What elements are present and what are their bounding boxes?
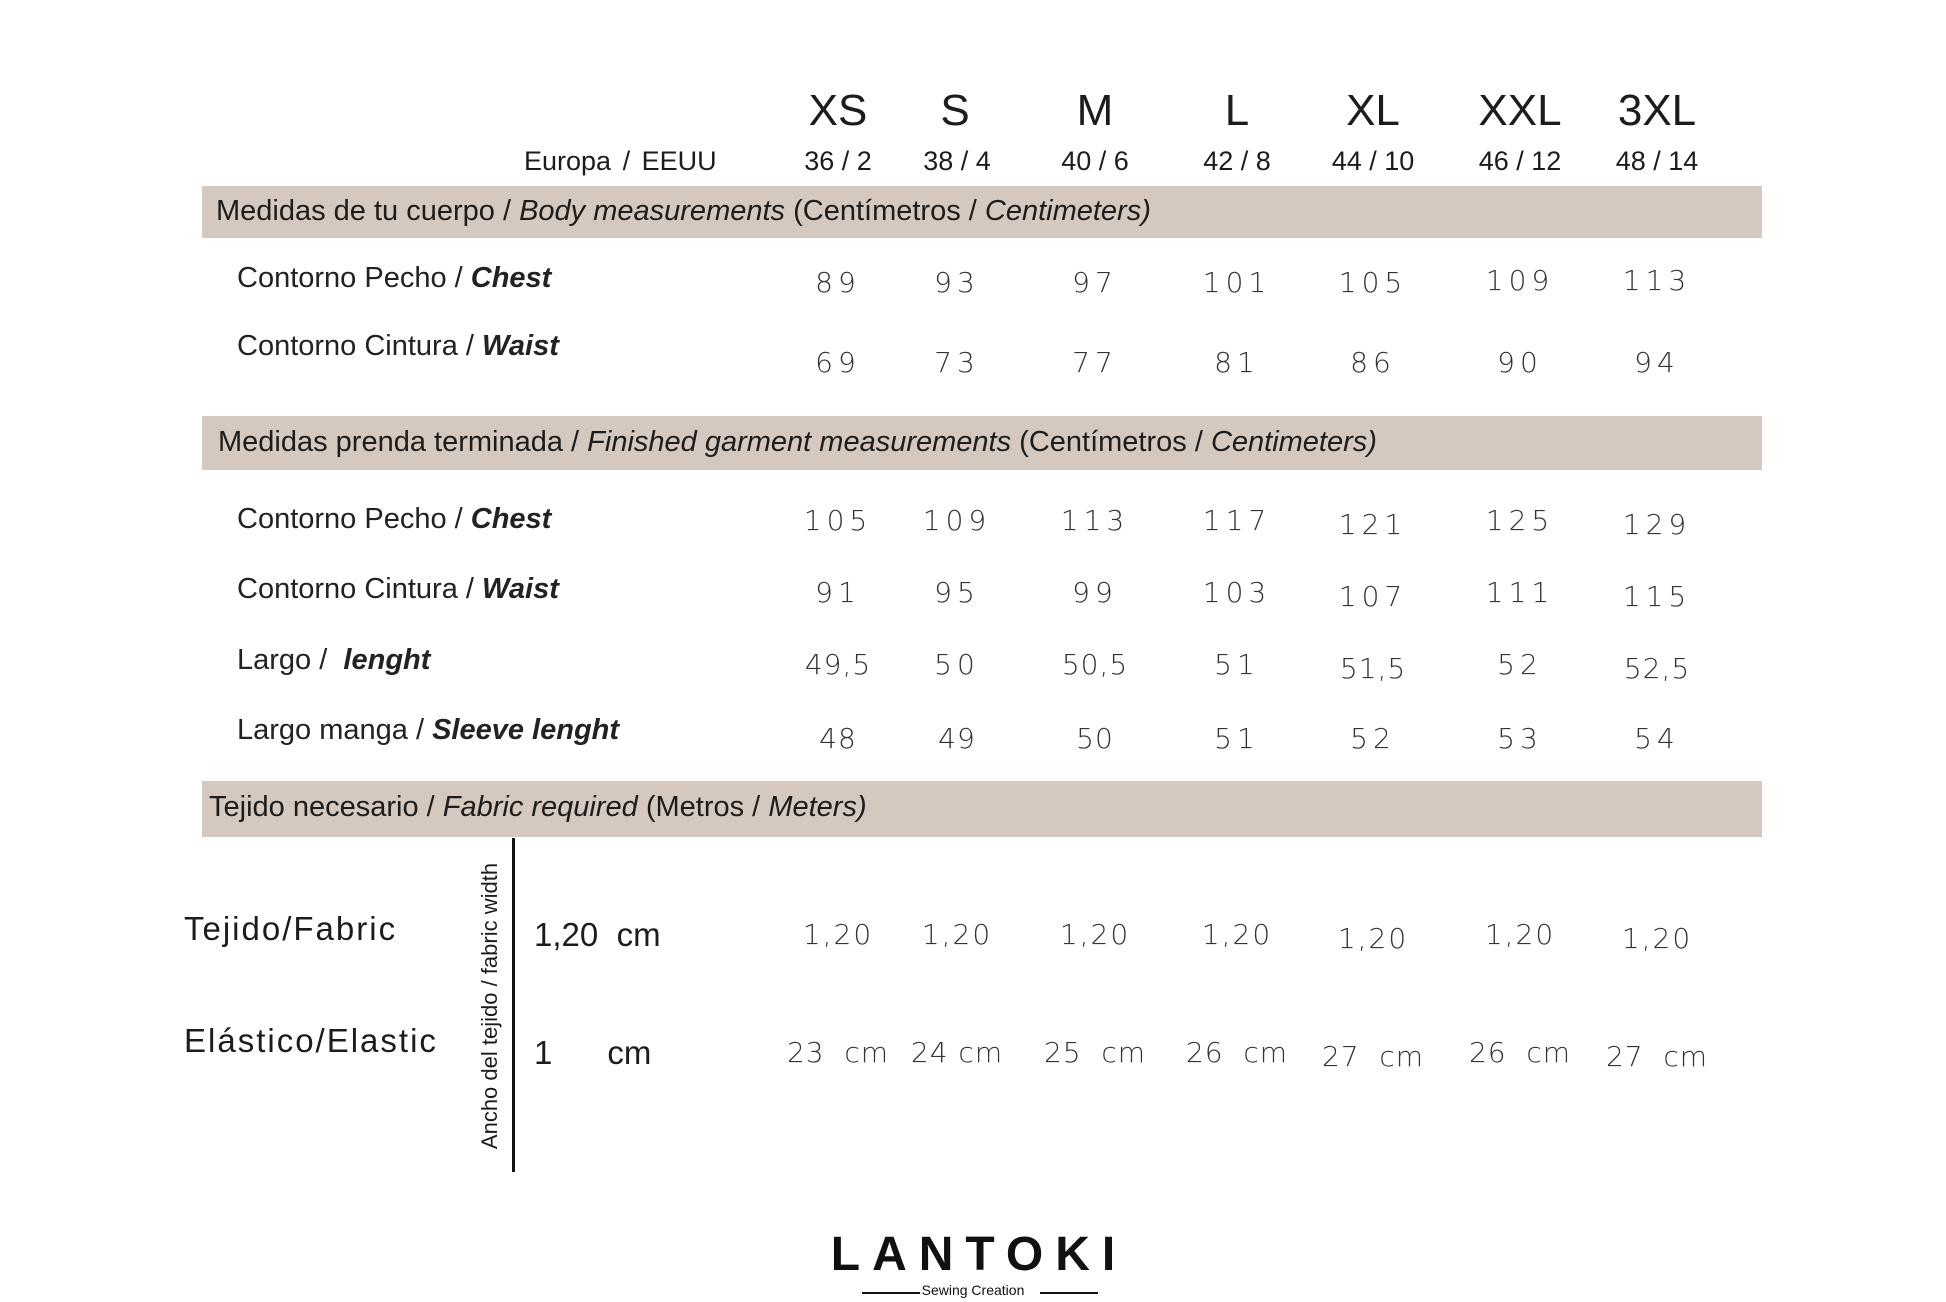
garment-length-label: Largo / lenght [237, 644, 431, 676]
table-cell: 1,20 [1621, 922, 1693, 955]
title-en: Fabric required [442, 791, 638, 823]
fabric-width-divider [512, 838, 515, 1172]
table-cell: 94 [1634, 346, 1680, 379]
fabric-width-axis-label: Ancho del tejido / fabric width [477, 862, 502, 1150]
table-cell: 101 [1202, 266, 1272, 299]
title-en: Body measurements [519, 195, 786, 227]
table-cell: 86 [1350, 346, 1396, 379]
size-3xl-eu-us: 48 / 14 [1615, 146, 1699, 176]
title-en: Finished garment measurements [587, 426, 1012, 458]
table-cell: 107 [1338, 580, 1408, 613]
size-xxl: XXL [1478, 86, 1562, 135]
table-cell: 69 [815, 346, 861, 379]
garment-sleeve-label: Largo manga / Sleeve lenght [237, 714, 620, 746]
title-es: Medidas de tu cuerpo / [216, 195, 512, 227]
unit-en: Centimeters) [984, 195, 1151, 227]
table-cell: 103 [1202, 576, 1272, 609]
body-measurements-band [202, 186, 1762, 238]
table-cell: 117 [1202, 504, 1272, 537]
table-cell: 27 cm [1605, 1040, 1709, 1073]
table-cell: 1,20 [1201, 918, 1273, 951]
table-cell: 113 [1622, 264, 1692, 297]
table-cell: 50,5 [1061, 648, 1129, 681]
table-cell: 26 cm [1468, 1036, 1572, 1069]
table-cell: 23 cm [786, 1036, 890, 1069]
size-s-eu-us: 38 / 4 [923, 146, 991, 176]
table-cell: 115 [1622, 580, 1692, 613]
table-cell: 1,20 [802, 918, 874, 951]
table-cell: 125 [1485, 504, 1555, 537]
elastic-row-label: Elástico/Elastic [184, 1022, 438, 1059]
garment-chest-label: Contorno Pecho / Chest [237, 503, 552, 535]
table-cell: 73 [934, 346, 980, 379]
fabric-required-title [209, 791, 867, 824]
region-label: Europa / EEUU [524, 146, 717, 176]
size-xs: XS [808, 86, 868, 135]
table-cell: 1,20 [1337, 922, 1409, 955]
table-cell: 1,20 [921, 918, 993, 951]
fabric-row-label: Tejido/Fabric [184, 910, 398, 947]
table-cell: 105 [803, 504, 873, 537]
table-cell: 113 [1060, 504, 1130, 537]
size-m-eu-us: 40 / 6 [1061, 146, 1129, 176]
size-3xl: 3XL [1617, 86, 1697, 135]
table-cell: 50 [934, 648, 980, 681]
elastic-width-value: 1 cm [534, 1034, 652, 1071]
table-cell: 81 [1214, 346, 1260, 379]
table-cell: 77 [1072, 346, 1118, 379]
size-l: L [1224, 86, 1250, 135]
table-cell: 52 [1350, 722, 1396, 755]
table-cell: 95 [934, 576, 980, 609]
size-m: M [1076, 86, 1114, 135]
table-cell: 109 [1485, 264, 1555, 297]
brand-tagline-row [0, 1282, 1946, 1302]
table-cell: 89 [815, 266, 861, 299]
garment-measurements-title [218, 426, 1377, 459]
table-cell: 26 cm [1185, 1036, 1289, 1069]
table-cell: 97 [1072, 266, 1118, 299]
table-cell: 53 [1497, 722, 1543, 755]
table-cell: 51 [1214, 648, 1260, 681]
table-cell: 54 [1634, 722, 1680, 755]
tagline-rule-right [1040, 1292, 1098, 1294]
table-cell: 51,5 [1339, 652, 1407, 685]
table-cell: 52,5 [1623, 652, 1691, 685]
table-cell: 111 [1485, 576, 1555, 609]
table-cell: 121 [1338, 508, 1408, 541]
table-cell: 50 [1076, 722, 1114, 755]
title-es: Tejido necesario / [209, 791, 435, 823]
garment-waist-label: Contorno Cintura / Waist [237, 573, 559, 605]
body-waist-label: Contorno Cintura / Waist [237, 330, 559, 362]
unit-en: Meters) [768, 791, 867, 823]
table-cell: 48 [819, 722, 857, 755]
title-es: Medidas prenda terminada / [218, 426, 580, 458]
table-cell: 51 [1214, 722, 1260, 755]
brand-name: LANTOKI [830, 1228, 1128, 1281]
garment-measurements-band [202, 416, 1762, 470]
unit-es: (Metros / [645, 791, 761, 823]
unit-es: (Centímetros / [793, 195, 977, 227]
table-cell: 25 cm [1043, 1036, 1147, 1069]
size-l-eu-us: 42 / 8 [1203, 146, 1271, 176]
fabric-width-value: 1,20 cm [534, 916, 661, 953]
size-xl-eu-us: 44 / 10 [1331, 146, 1415, 176]
table-cell: 24 cm [910, 1036, 1004, 1069]
table-cell: 129 [1622, 508, 1692, 541]
brand-tagline: Sewing Creation [921, 1282, 1025, 1298]
table-cell: 1,20 [1484, 918, 1556, 951]
fabric-required-band [202, 781, 1762, 837]
size-s: S [940, 86, 970, 135]
table-cell: 105 [1338, 266, 1408, 299]
table-cell: 99 [1072, 576, 1118, 609]
unit-en: Centimeters) [1210, 426, 1377, 458]
size-xl: XL [1346, 86, 1400, 135]
body-chest-label: Contorno Pecho / Chest [237, 262, 552, 294]
table-cell: 109 [922, 504, 992, 537]
table-cell: 91 [815, 576, 861, 609]
size-xs-eu-us: 36 / 2 [804, 146, 872, 176]
table-cell: 52 [1497, 648, 1543, 681]
table-cell: 93 [934, 266, 980, 299]
unit-es: (Centímetros / [1019, 426, 1203, 458]
table-cell: 27 cm [1321, 1040, 1425, 1073]
body-measurements-title [216, 195, 1151, 228]
table-cell: 49,5 [804, 648, 872, 681]
brand-logo [0, 1230, 1946, 1302]
table-cell: 49 [938, 722, 976, 755]
table-cell: 1,20 [1059, 918, 1131, 951]
size-xxl-eu-us: 46 / 12 [1478, 146, 1562, 176]
table-cell: 90 [1497, 346, 1543, 379]
